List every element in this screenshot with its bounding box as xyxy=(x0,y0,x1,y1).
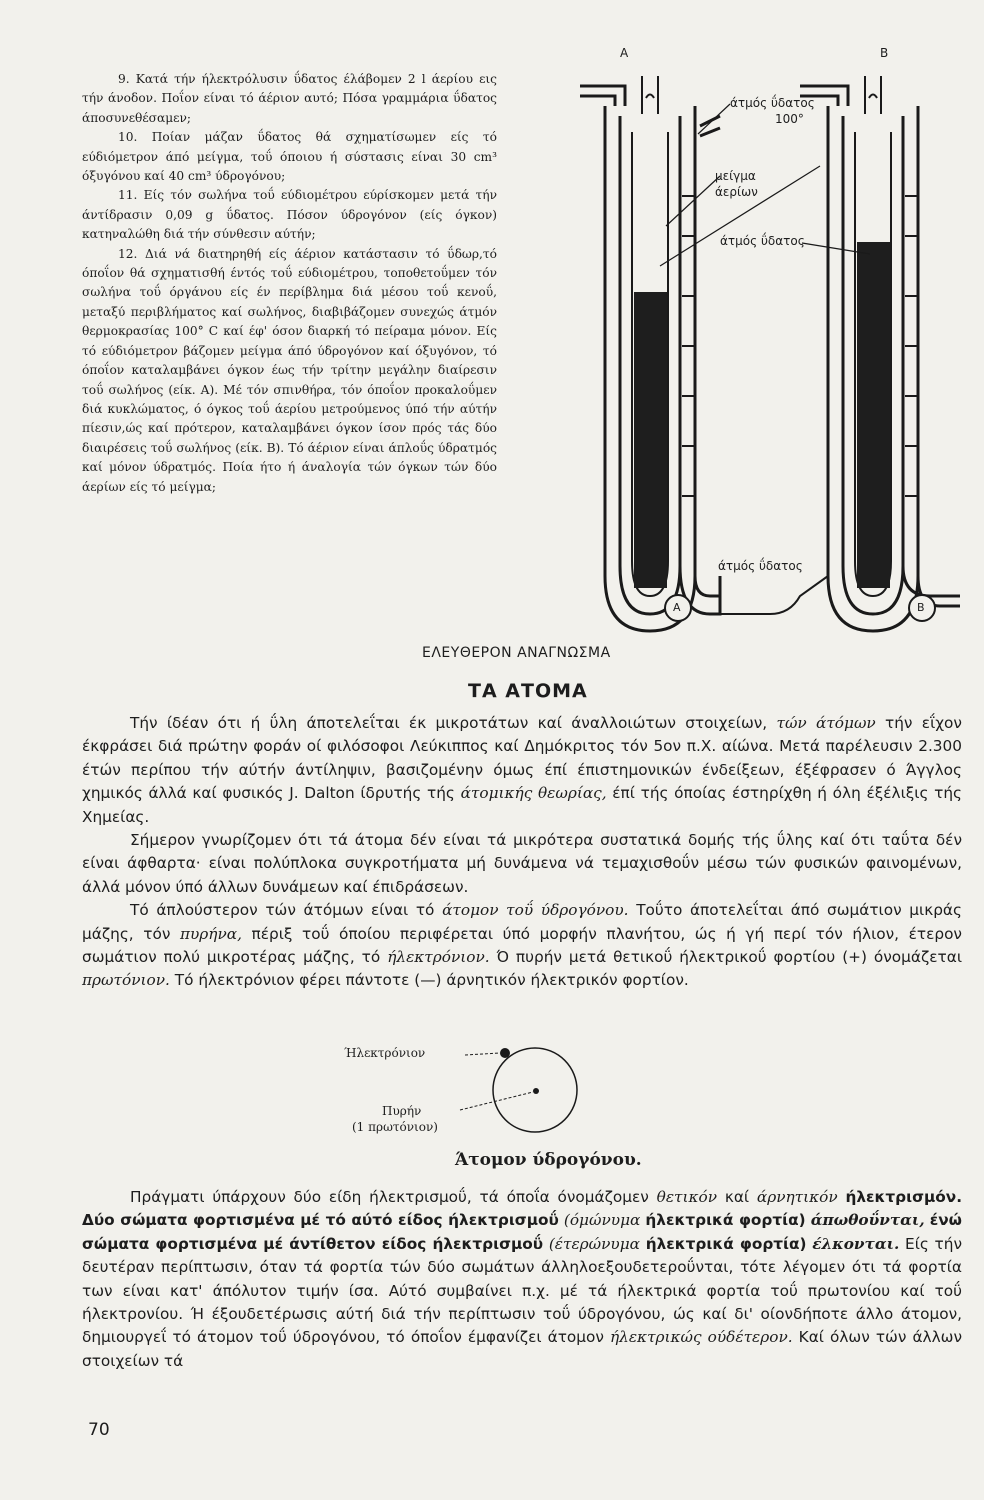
eudiometer-figure xyxy=(570,36,970,656)
label-a: A xyxy=(620,46,629,60)
section-title: ΤΑ ΑΤΟΜΑ xyxy=(468,680,588,702)
paragraph-3: Τό άπλούστερον τών άτόμων είναι τό άτομον τοΰ ύδρογόνου. Τοΰτο άποτελεΐται άπό σωμάτιον μικράς μάζης, τόν πυρήνα, πέριξ τοΰ όποίου περιφέρεται ύπό μορφήν πλανήτου, ώς ή γή περί τόν ήλιον, έτερον σωμάτιον πολύ μικροτέρας μάζης, τό ήλεκτρόνιον. Ό πυρήν μετά θετικοΰ ήλεκτρικοΰ φορτίου (+) όνομάζεται πρωτόνιον. Τό ήλεκτρόνιον φέρει πάντοτε (—) άρνητικόν ήλεκτρικόν φορτίον. xyxy=(82,901,963,990)
steam-label-top: άτμός ΰδατος xyxy=(730,96,815,110)
paragraph-2: Σήμερον γνωρίζομεν ότι τά άτομα δέν είναι τά μικρότερα συστατικά δομής τής ΰλης καί ότι ταΰτα δέν είναι άφθαρτα· είναι πολύπλοκα συγκροτήματα μή δυνάμενα νά τεμαχισθοΰν μέσω τών φυσικών φαινομένων, άλλά μόνον ύπό άλλων δυνάμεων καί έπιδράσεων. xyxy=(82,831,962,896)
proton-label: (1 πρωτόνιον) xyxy=(352,1120,438,1134)
liquid-column-a xyxy=(634,292,667,588)
gas-mixture-label-1: μείγμα xyxy=(715,169,756,183)
circle-b-text: B xyxy=(917,601,925,614)
exercise-9: 9. Κατά τήν ήλεκτρόλυσιν ΰδατος έλάβομεν 2 l άερίου εις τήν άνοδον. Ποΐον είναι τό άέριον αυτό; Πόσα γραμμάρια ΰδατος άποσυνεθέσαμεν; xyxy=(82,72,497,125)
exercise-11: 11. Είς τόν σωλήνα τοΰ εύδιομέτρου εύρίσκομεν μετά τήν άντίδρασιν 0,09 g ΰδατος. Πόσον ύδρογόνον (είς όγκον) κατηναλώθη διά τήν σύνθεσιν αύτήν; xyxy=(82,188,497,242)
electron-label: Ήλεκτρόνιον xyxy=(344,1046,426,1060)
label-b: B xyxy=(880,46,889,60)
liquid-column-b xyxy=(857,242,890,588)
paragraph-1: Τήν ίδέαν ότι ή ΰλη άποτελεΐται έκ μικροτάτων καί άναλλοιώτων στοιχείων, τών άτόμων τήν εΐχον έκφράσει διά πρώτην φοράν οί φιλόσοφοι Λεύκιππος καί Δημόκριτος τόν 5ον π.Χ. αίώνα. Μετά παρέλευσιν 2.300 έτών περίπου τήν αύτήν άντίληψιν, βασιζομένην όμως έπί έπιστημονικών ένδείξεων, έξέφρασεν ό Άγγλος χημικός άλλά καί φυσικός J. Dalton ίδρυτής τής άτομικής θεωρίας, έπί τής όποίας έστηρίχθη ή όλη έξέλιξις τής Χημείας. xyxy=(82,714,962,826)
steam-label-mid: άτμός ΰδατος xyxy=(720,234,805,248)
steam-label-bottom: άτμός ΰδατος xyxy=(718,559,803,573)
section-label: ΕΛΕΥΘΕΡΟΝ ΑΝΑΓΝΩΣΜΑ xyxy=(422,645,611,661)
page-number: 70 xyxy=(88,1420,110,1440)
exercise-12: 12. Διά νά διατηρηθή είς άέριον κατάστασιν τό ΰδωρ,τό όποΐον θά σχηματισθή έντός τοΰ εύδιομέτρου, τοποθετοΰμεν τόν σωλήνα τοΰ όργάνου είς έν περίβλημα διά μέσου τοΰ κενοΰ, μεταξύ περιβλήματος καί σωλήνος, διαβιβάζομεν συνεχώς άτμόν θερμοκρασίας 100° C καί έφ' όσον διαρκή τό πείραμα μόνον. Είς τό εύδιόμετρον βάζομεν μείγμα άπό ύδρογόνον καί όξυγόνον, τό όποΐον καταλαμβάνει όγκον έως τήν τρίτην μεγάλην διαίρεσιν τοΰ σωλήνος (είκ. Α). Μέ τόν σπινθήρα, τόν όποΐον προκαλοΰμεν διά κυκλώματος, ό όγκος τοΰ άερίου μετρούμενος ύπό τήν αύτήν πίεσιν,ώς καί πρότερον, καταλαμβάνει όγκον ίσον πρός τάς δύο διαιρέσεις τοΰ σωλήνος (είκ. Β). Τό άέριον είναι άπλοΰς ύδρατμός καί μόνον ύδρατμός. Ποία ήτο ή άναλογία τών όγκων τών δύο άερίων είς τό μείγμα; xyxy=(82,246,497,494)
inlet-a xyxy=(580,86,625,106)
reading-text-top xyxy=(82,712,962,993)
atom-caption: Άτομον ύδρογόνου. xyxy=(455,1150,642,1170)
paragraph-4: Πράγματι ύπάρχουν δύο είδη ήλεκτρισμοΰ, τά όποΐα όνομάζομεν θετικόν καί άρνητικόν ήλεκτρισμόν. Δύο σώματα φορτισμένα μέ τό αύτό είδος ήλεκτρισμοΰ (όμώνυμα ήλεκτρικά φορτία) άπωθοΰνται, ένώ σώματα φορτισμένα μέ άντίθετον είδος ήλεκτρισμοΰ (έτερώνυμα ήλεκτρικά φορτία) έλκονται. Είς τήν δευτέραν περίπτωσιν, όταν τά φορτία τών δύο σωμάτων άλληλοεξουδετεροΰνται, τότε λέγομεν ότι τά φορτία των είναι κατ' άπόλυτον τιμήν ίσα. Αύτό συμβαίνει π.χ. μέ τά ήλεκτρικά φορτία τοΰ πρωτονίου καί τοΰ ήλεκτρονίου. Ή έξουδετέρωσις αύτή διά τήν περίπτωσιν τοΰ ύδρογόνου, ώς καί δι' οίονδήποτε άλλο άτομον, δημιουργεΐ τό άτομον τοΰ ύδρογόνου, τό όποΐον έμφανίζει άτομον ήλεκτρικώς ούδέτερον. Καί όλων τών άλλων στοιχείων τά xyxy=(82,1188,963,1370)
exercise-10: 10. Ποίαν μάζαν ΰδατος θά σχηματίσωμεν είς τό εύδιόμετρον άπό μείγμα, τοΰ όποιου ή σύστασις είναι 30 cm³ όξυγόνου καί 40 cm³ ύδρογόνου; xyxy=(82,130,497,184)
nucleus-dot xyxy=(533,1088,539,1094)
nucleus-label: Πυρήν xyxy=(382,1104,422,1118)
reading-text-bottom xyxy=(82,1186,962,1373)
exercises-column xyxy=(82,70,497,497)
hydrogen-atom-figure xyxy=(340,1040,640,1150)
temperature-label: 100° xyxy=(775,112,804,126)
electron-dot xyxy=(500,1048,510,1058)
circle-a-text: A xyxy=(673,601,681,614)
gas-mixture-label-2: άερίων xyxy=(715,185,758,199)
